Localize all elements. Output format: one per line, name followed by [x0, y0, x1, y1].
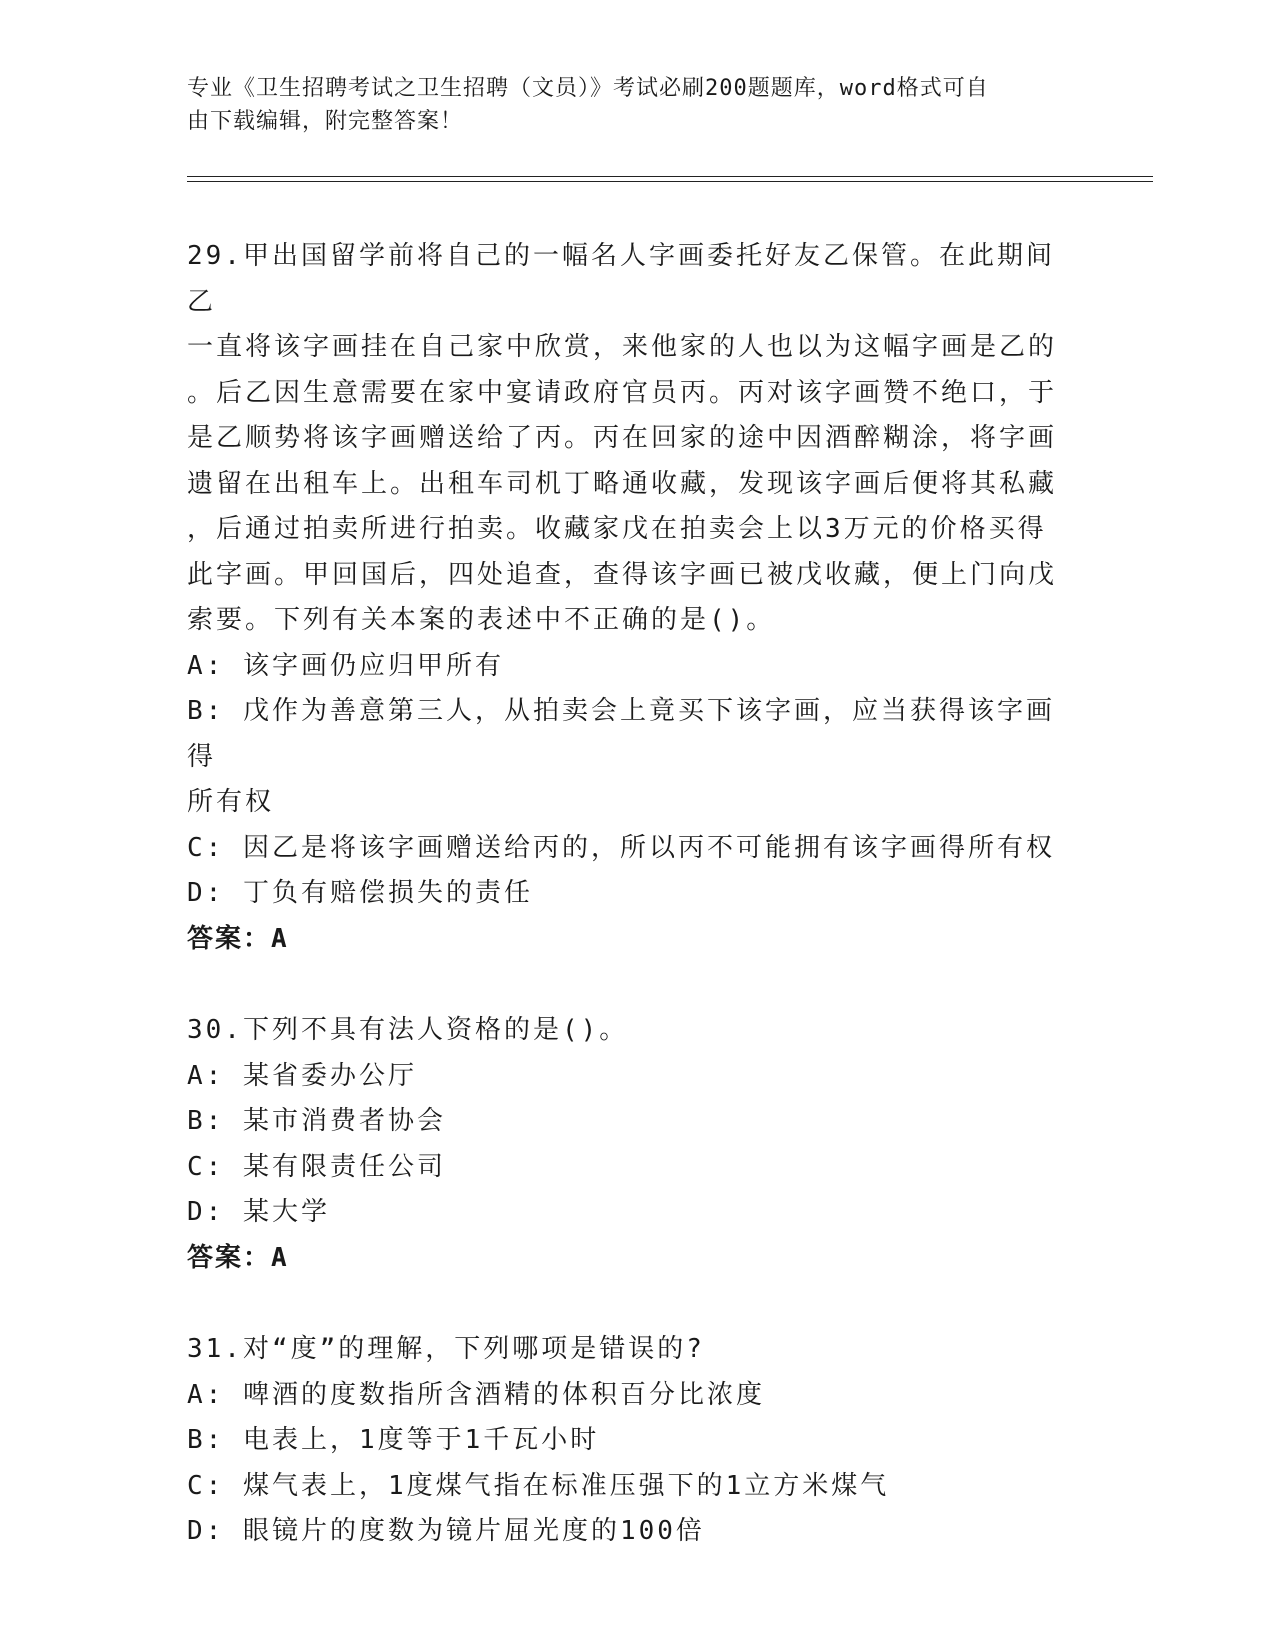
- question-list: [187, 234, 1067, 1601]
- option-line: A: 啤酒的度数指所含酒精的体积百分比浓度: [187, 1379, 765, 1410]
- option-line: A: 某省委办公厅: [187, 1060, 417, 1091]
- option-line: D: 某大学: [187, 1197, 330, 1227]
- question-stem-line: 30.下列不具有法人资格的是()。: [187, 1015, 629, 1045]
- option-line: C: 煤气表上，1度煤气指在标准压强下的1立方米煤气: [187, 1470, 890, 1501]
- header-divider-bottom: [187, 181, 1153, 182]
- option-line: B: 电表上，1度等于1千瓦小时: [187, 1425, 600, 1455]
- option-line: A: 该字画仍应归甲所有: [187, 650, 504, 681]
- header-line-1: 专业《卫生招聘考试之卫生招聘（文员）》考试必刷200题题库，word格式可自: [187, 76, 989, 101]
- option-line: B: 戊作为善意第三人，从拍卖会上竟买下该字画，应当获得该字画得: [187, 696, 1055, 772]
- question-block: [187, 234, 1067, 962]
- document-header: [187, 72, 1067, 138]
- header-divider-top: [187, 176, 1153, 177]
- answer-line: 答案：A: [187, 1242, 289, 1273]
- question-stem-line: 是乙顺势将该字画赠送给了丙。丙在回家的途中因酒醉糊涂，将字画: [187, 423, 1058, 453]
- option-line: 所有权: [187, 787, 275, 817]
- question-stem-line: 31.对“度”的理解，下列哪项是错误的?: [187, 1334, 705, 1364]
- answer-line: 答案：A: [187, 923, 289, 954]
- header-line-2: 由下载编辑，附完整答案！: [187, 109, 464, 134]
- question-stem-line: 遗留在出租车上。出租车司机丁略通收藏，发现该字画后便将其私藏: [187, 468, 1058, 499]
- question-block: [187, 1327, 1067, 1555]
- option-line: B: 某市消费者协会: [187, 1106, 446, 1136]
- question-stem-line: 。后乙因生意需要在家中宴请政府官员丙。丙对该字画赞不绝口，于: [187, 377, 1058, 408]
- question-stem-line: 29.甲出国留学前将自己的一幅名人字画委托好友乙保管。在此期间乙: [187, 241, 1055, 317]
- question-stem-line: 索要。下列有关本案的表述中不正确的是()。: [187, 605, 776, 635]
- question-block: [187, 1008, 1067, 1281]
- option-line: D: 丁负有赔偿损失的责任: [187, 878, 533, 908]
- question-stem-line: ，后通过拍卖所进行拍卖。收藏家戊在拍卖会上以3万元的价格买得: [187, 514, 1047, 544]
- option-line: C: 某有限责任公司: [187, 1151, 446, 1182]
- option-line: C: 因乙是将该字画赠送给丙的，所以丙不可能拥有该字画得所有权: [187, 832, 1055, 863]
- question-stem-line: 此字画。甲回国后，四处追查，查得该字画已被戊收藏，便上门向戊: [187, 559, 1058, 590]
- question-stem-line: 一直将该字画挂在自己家中欣赏，来他家的人也以为这幅字画是乙的: [187, 332, 1058, 362]
- option-line: D: 眼镜片的度数为镜片屈光度的100倍: [187, 1516, 705, 1546]
